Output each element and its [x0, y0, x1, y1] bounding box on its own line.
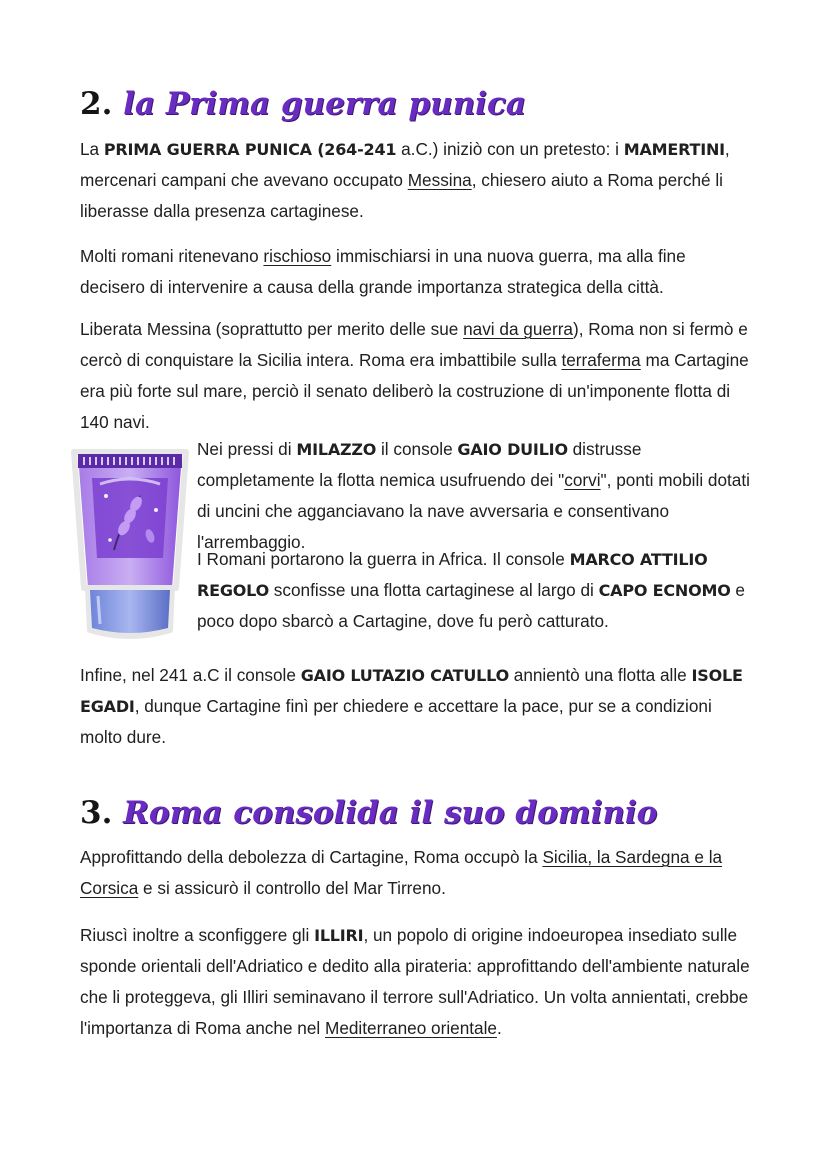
- section-title: la Prima guerra punica: [123, 86, 526, 122]
- paragraph-milazzo-duilio: Nei pressi di MILAZZO il console GAIO DUILIO distrusse completamente la flotta nemica usufruendo dei "corvi", ponti mobili dotati di uncini che agganciavano la nave avversaria e consentivano l'arrembaggio.: [197, 439, 750, 552]
- section-number: 3.: [80, 795, 113, 831]
- lavender-lotion-tube-icon: [70, 440, 190, 645]
- section-number: 2.: [80, 86, 113, 122]
- paragraph-egadi-pace: Infine, nel 241 a.C il console GAIO LUTAZIO CATULLO annientò una flotta alle ISOLE EGADI, dunque Cartagine finì per chiedere e accettare la pace, pur se a condizioni molto dure.: [80, 665, 743, 747]
- paragraph-rischio-guerra: Molti romani ritenevano rischioso immischiarsi in una nuova guerra, ma alla fine decisero di intervenire a causa della grande importanza strategica della città.: [80, 246, 686, 297]
- paragraph-africa-regolo: I Romani portarono la guerra in Africa. Il console MARCO ATTILIO REGOLO sconfisse una flotta cartaginese al largo di CAPO ECNOMO e poco dopo sbarcò a Cartagine, dove fu però catturato.: [197, 549, 745, 631]
- paragraph-prima-guerra-intro: La PRIMA GUERRA PUNICA (264-241 a.C.) iniziò con un pretesto: i MAMERTINI, mercenari campani che avevano occupato Messina, chiesero aiuto a Roma perché li liberasse dalla presenza cartaginese.: [80, 139, 730, 221]
- section-heading-roma-consolida: [80, 793, 657, 833]
- section-title: Roma consolida il suo dominio: [123, 795, 658, 831]
- section-heading-prima-guerra-punica: [80, 84, 526, 124]
- paragraph-messina-sicilia: Liberata Messina (soprattutto per merito delle sue navi da guerra), Roma non si fermò e cercò di conquistare la Sicilia intera. Roma era imbattibile sulla terraferma ma Cartagine era più forte sul mare, perciò il senato deliberò la costruzione di un'imponente flotta di 140 navi.: [80, 319, 749, 432]
- paragraph-occupazione-isole: Approfittando della debolezza di Cartagine, Roma occupò la Sicilia, la Sardegna e la Corsica e si assicurò il controllo del Mar Tirreno.: [80, 847, 723, 898]
- paragraph-illiri: Riuscì inoltre a sconfiggere gli ILLIRI, un popolo di origine indoeuropea insediato sulle sponde orientali dell'Adriatico e dedito alla pirateria: approfittando dell'ambiente naturale che li proteggeva, gli Illiri seminavano il terrore sull'Adriatico. Un volta annientati, crebbe l'importanza di Roma anche nel Mediterraneo orientale.: [80, 925, 750, 1038]
